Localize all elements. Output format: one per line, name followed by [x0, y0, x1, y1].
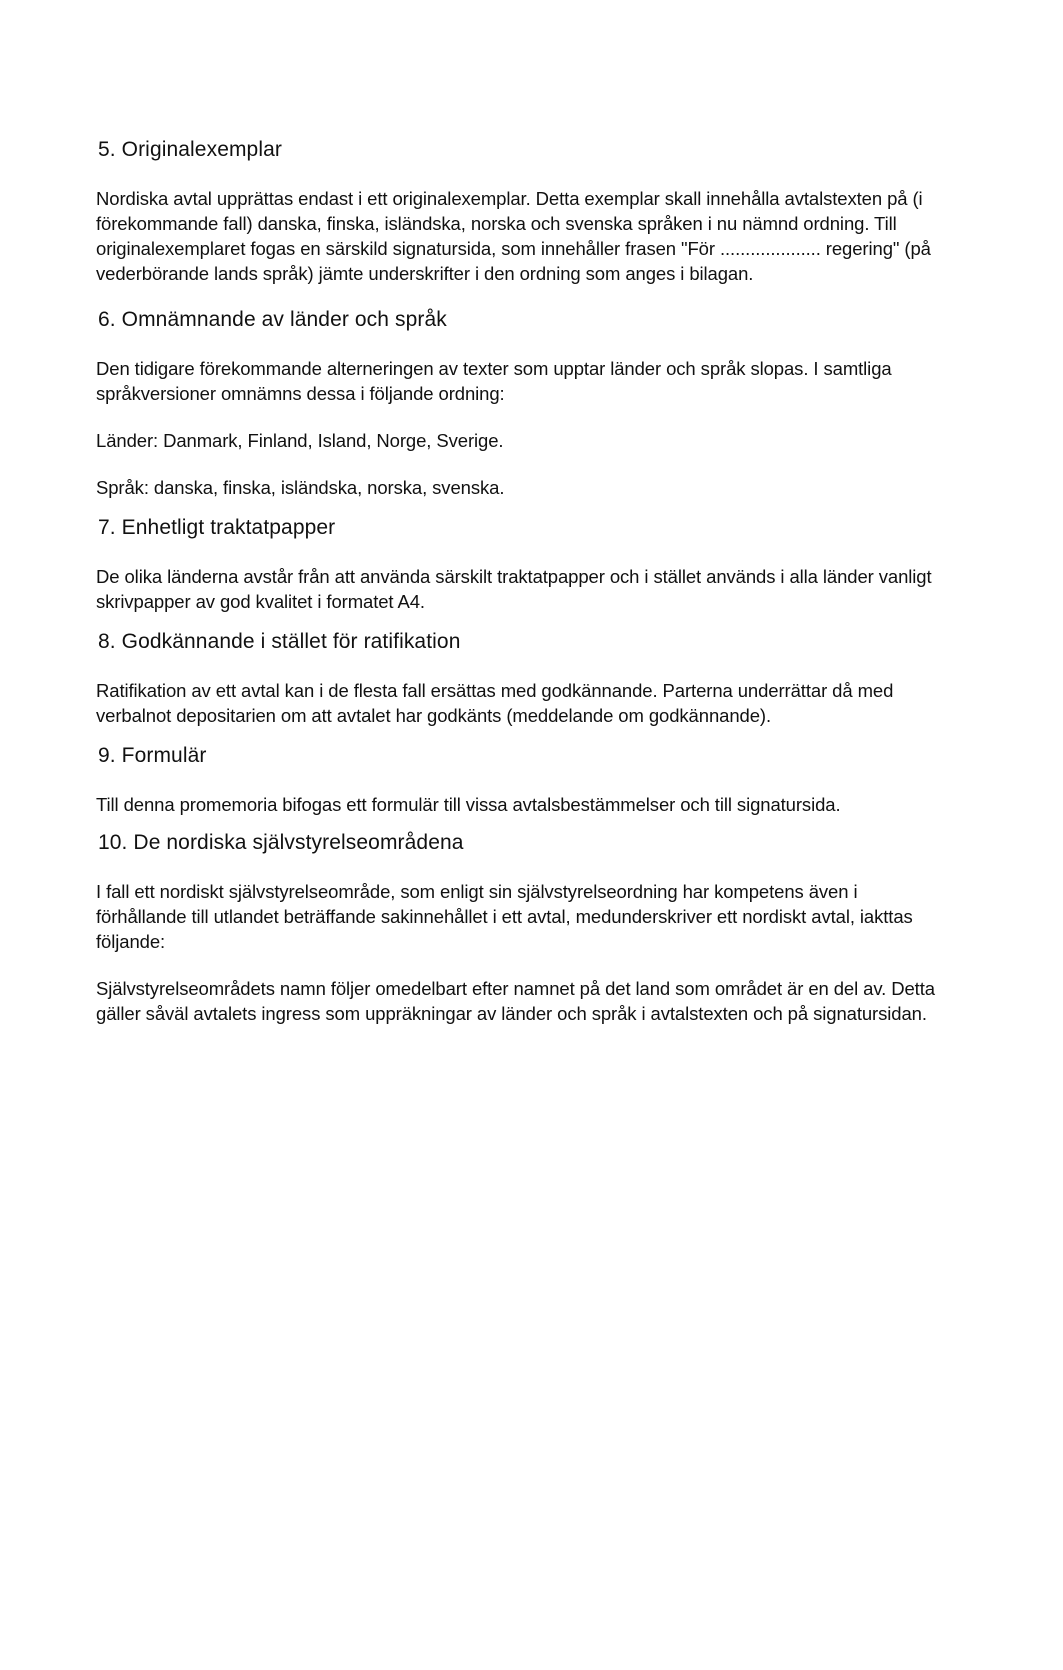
- section-heading: 7. Enhetligt traktatpapper: [98, 516, 336, 539]
- section-paragraph: Självstyrelseområdets namn följer omedelbart efter namnet på det land som området är en del av. Detta gäller såväl avtalets ingress som uppräkningar av länder och språk i avtalstexten och på signatursidan.: [96, 978, 935, 1024]
- countries-list: Länder: Danmark, Finland, Island, Norge, Sverige.: [96, 430, 504, 451]
- section-heading: 8. Godkännande i stället för ratifikation: [98, 630, 461, 653]
- section-paragraph: De olika länderna avstår från att använda särskilt traktatpapper och i stället används i alla länder vanligt skrivpapper av god kvalitet i formatet A4.: [96, 566, 932, 612]
- section-sjalvstyrelseomraden: [96, 829, 936, 1026]
- document-body: [96, 136, 936, 1026]
- section-heading: 10. De nordiska självstyrelseområdena: [98, 831, 464, 854]
- section-paragraph: I fall ett nordiskt självstyrelseområde, som enligt sin självstyrelseordning har kompetens även i förhållande till utlandet beträffande sakinnehållet i ett avtal, medunderskriver ett nordiskt avtal, iakttas följande:: [96, 881, 913, 952]
- section-heading: 6. Omnämnande av länder och språk: [98, 308, 447, 331]
- section-heading: 5. Originalexemplar: [98, 138, 282, 161]
- section-paragraph: Ratifikation av ett avtal kan i de flesta fall ersättas med godkännande. Parterna underrättar då med verbalnot depositarien om att avtalet har godkänts (meddelande om godkännande).: [96, 680, 894, 726]
- section-godkannande: [96, 628, 936, 728]
- section-traktatpapper: [96, 514, 936, 614]
- section-heading: 9. Formulär: [98, 744, 207, 767]
- section-omnamnande: [96, 306, 936, 500]
- section-paragraph: Den tidigare förekommande alterneringen av texter som upptar länder och språk slopas. I samtliga språkversioner omnämns dessa i följande ordning:: [96, 358, 892, 404]
- languages-list: Språk: danska, finska, isländska, norska, svenska.: [96, 477, 505, 498]
- section-paragraph: Till denna promemoria bifogas ett formulär till vissa avtalsbestämmelser och till signatursida.: [96, 794, 841, 815]
- section-originalexemplar: [96, 136, 936, 286]
- section-paragraph: Nordiska avtal upprättas endast i ett originalexemplar. Detta exemplar skall innehålla avtalstexten på (i förekommande fall) danska, finska, isländska, norska och svenska språken i nu nämnd ordning. Till originalexemplaret fogas en särskild signatursida, som innehåller frasen "För .................... regering" (på vederbörande lands språk) jämte underskrifter i den ordning som anges i bilagan.: [96, 188, 931, 284]
- section-formular: [96, 742, 936, 817]
